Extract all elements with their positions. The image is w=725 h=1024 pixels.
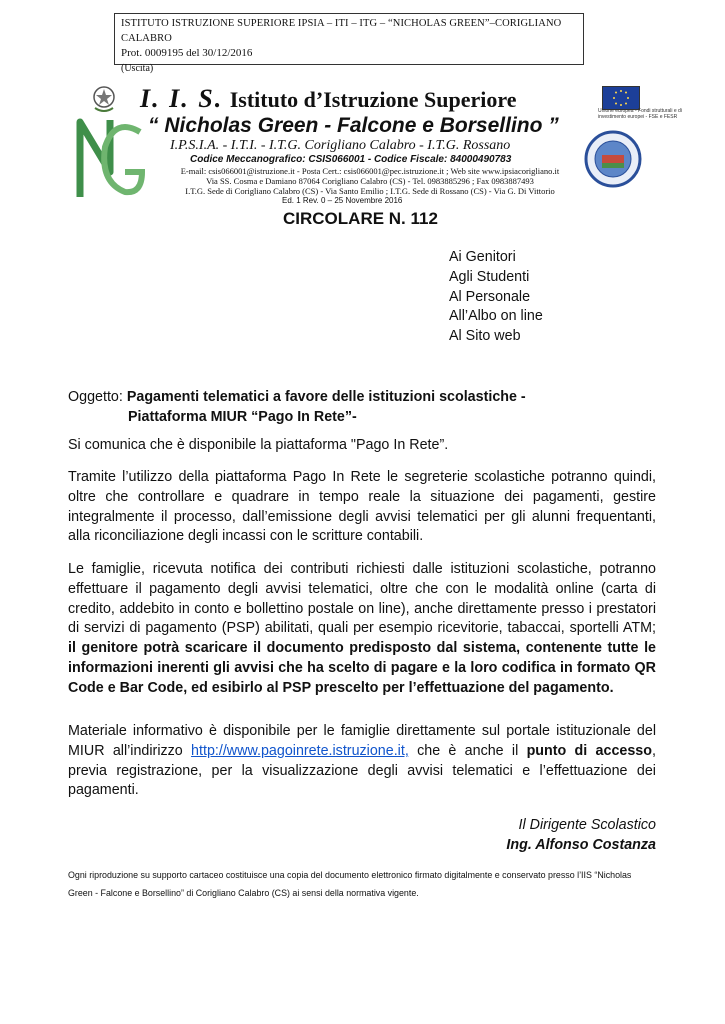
signature-name: Ing. Alfonso Costanza bbox=[506, 837, 656, 853]
institute-name: “ Nicholas Green - Falcone e Borsellino ” bbox=[148, 114, 559, 137]
recipient-item: All’Albo on line bbox=[449, 308, 543, 325]
paragraph-4 bbox=[68, 722, 656, 801]
recipient-item: Al Personale bbox=[449, 288, 531, 305]
paragraph-1: Si comunica che è disponibile la piattaforma "Pago In Rete”. bbox=[68, 437, 449, 453]
protocol-number: Prot. 0009195 del 30/12/2016 bbox=[121, 47, 253, 59]
recipient-item: Agli Studenti bbox=[449, 268, 530, 285]
footer-note: Ogni riproduzione su supporto cartaceo costituisce una copia del documento elettronico firmato digitalmente e conservato presso l’IIS “Nicholas Green - Falcone e Borsellino” di Corigliano Calabro (CS) ai sensi della normativa vigente. bbox=[68, 870, 632, 898]
institute-type: Istituto d’Istruzione Superiore bbox=[229, 87, 517, 112]
contact-sedi-line: I.T.G. Sede di Corigliano Calabro (CS) - Via Santo Emilio ; I.T.G. Sede di Rossano (CS) - Via G. Di Vittorio bbox=[185, 186, 555, 196]
pagoinrete-link[interactable]: http://www.pagoinrete.istruzione.it, bbox=[191, 742, 409, 759]
edition-line: Ed. 1 Rev. 0 – 25 Novembre 2016 bbox=[282, 196, 403, 205]
recipient-item: Al Sito web bbox=[449, 328, 521, 345]
institute-schools: I.P.S.I.A. - I.T.I. - I.T.G. Corigliano Calabro - I.T.G. Rossano bbox=[170, 138, 511, 153]
recipient-item: Ai Genitori bbox=[449, 249, 516, 265]
paragraph-3 bbox=[68, 560, 656, 699]
protocol-direction: (Uscita) bbox=[121, 63, 154, 74]
eu-flag-icon bbox=[602, 86, 640, 110]
subject-block bbox=[68, 388, 656, 428]
paragraph-4-text-3: , previa registrazione, per la visualizzazione degli avvisi telematici e l’effettuazione dei pagamenti. bbox=[68, 742, 656, 799]
institute-title bbox=[140, 84, 517, 114]
signature-block bbox=[506, 815, 656, 855]
recipients-list bbox=[449, 248, 543, 347]
contact-address-line: Via SS. Cosma e Damiano 87064 Corigliano Calabro (CS) - Tel. 0983885296 ; Fax 0983887493 bbox=[206, 176, 534, 186]
signature-role: Il Dirigente Scolastico bbox=[518, 817, 656, 833]
access-point-bold: punto di accesso bbox=[526, 742, 652, 759]
contact-email-line: E-mail: csis066001@istruzione.it - Posta Cert.: csis066001@pec.istruzione.it ; Web site www.ipsiacorigliano.it bbox=[180, 166, 560, 176]
subject-line-2: Piattaforma MIUR “Pago In Rete”- bbox=[128, 408, 357, 425]
paragraph-2: Tramite l’utilizzo della piattaforma Pago In Rete le segreterie scolastiche potranno quindi, oltre che controllare e quadrare in tempo reale la situazione dei pagamenti, gestire integralmente il processo, dall’emissione degli avvisi telematici per gli alunni frequentanti, alla riconciliazione degli incassi con le scritture contabili. bbox=[68, 469, 656, 545]
paragraph-3-bold: il genitore potrà scaricare il documento predisposto dal sistema, contenente tutte le informazioni inerenti gli avvisi che ha scelto di pagare e la loro codifica in formato QR Code e Bar Code, ed esibirlo al PSP prescelto per l’effettuazione del pagamento. bbox=[68, 640, 656, 696]
circular-title: CIRCOLARE N. 112 bbox=[283, 209, 438, 228]
school-seal-icon bbox=[584, 130, 642, 188]
paragraph-4-text: Materiale informativo è disponibile per le famiglie direttamente sul portale istituzionale del MIUR all’indirizzo bbox=[68, 723, 656, 759]
eu-funding-text: Unione europea - Fondi strutturali e di investimento europei - FSE e FESR bbox=[598, 108, 682, 120]
institute-initials: I. I. S. bbox=[140, 84, 224, 113]
subject-label: Oggetto: bbox=[68, 389, 123, 405]
paragraph-4-text-2: che è anche il bbox=[417, 742, 519, 759]
institute-contacts bbox=[150, 166, 590, 196]
institute-codes: Codice Meccanografico: CSIS066001 - Codice Fiscale: 84000490783 bbox=[190, 154, 512, 165]
protocol-school-line: ISTITUTO ISTRUZIONE SUPERIORE IPSIA – ITI – ITG – “NICHOLAS GREEN”–CORIGLIANO CALABRO bbox=[121, 18, 562, 44]
paragraph-3-text: Le famiglie, ricevuta notifica dei contributi richiesti dalle istituzioni scolastiche, potranno effettuare il pagamento degli avvisi telematici, oltre che con le modalità online (carta di credito, addebito in conto e bollettino postale on line), anche direttamente presso i prestatori di servizi di pagamento (PSP) abilitati, quali per esempio ricevitorie, tabaccai, sportelli ATM; bbox=[68, 561, 656, 637]
subject-line-1: Pagamenti telematici a favore delle istituzioni scolastiche - bbox=[126, 389, 526, 405]
protocol-stamp-box bbox=[114, 13, 584, 74]
school-ng-logo-icon bbox=[70, 112, 148, 204]
